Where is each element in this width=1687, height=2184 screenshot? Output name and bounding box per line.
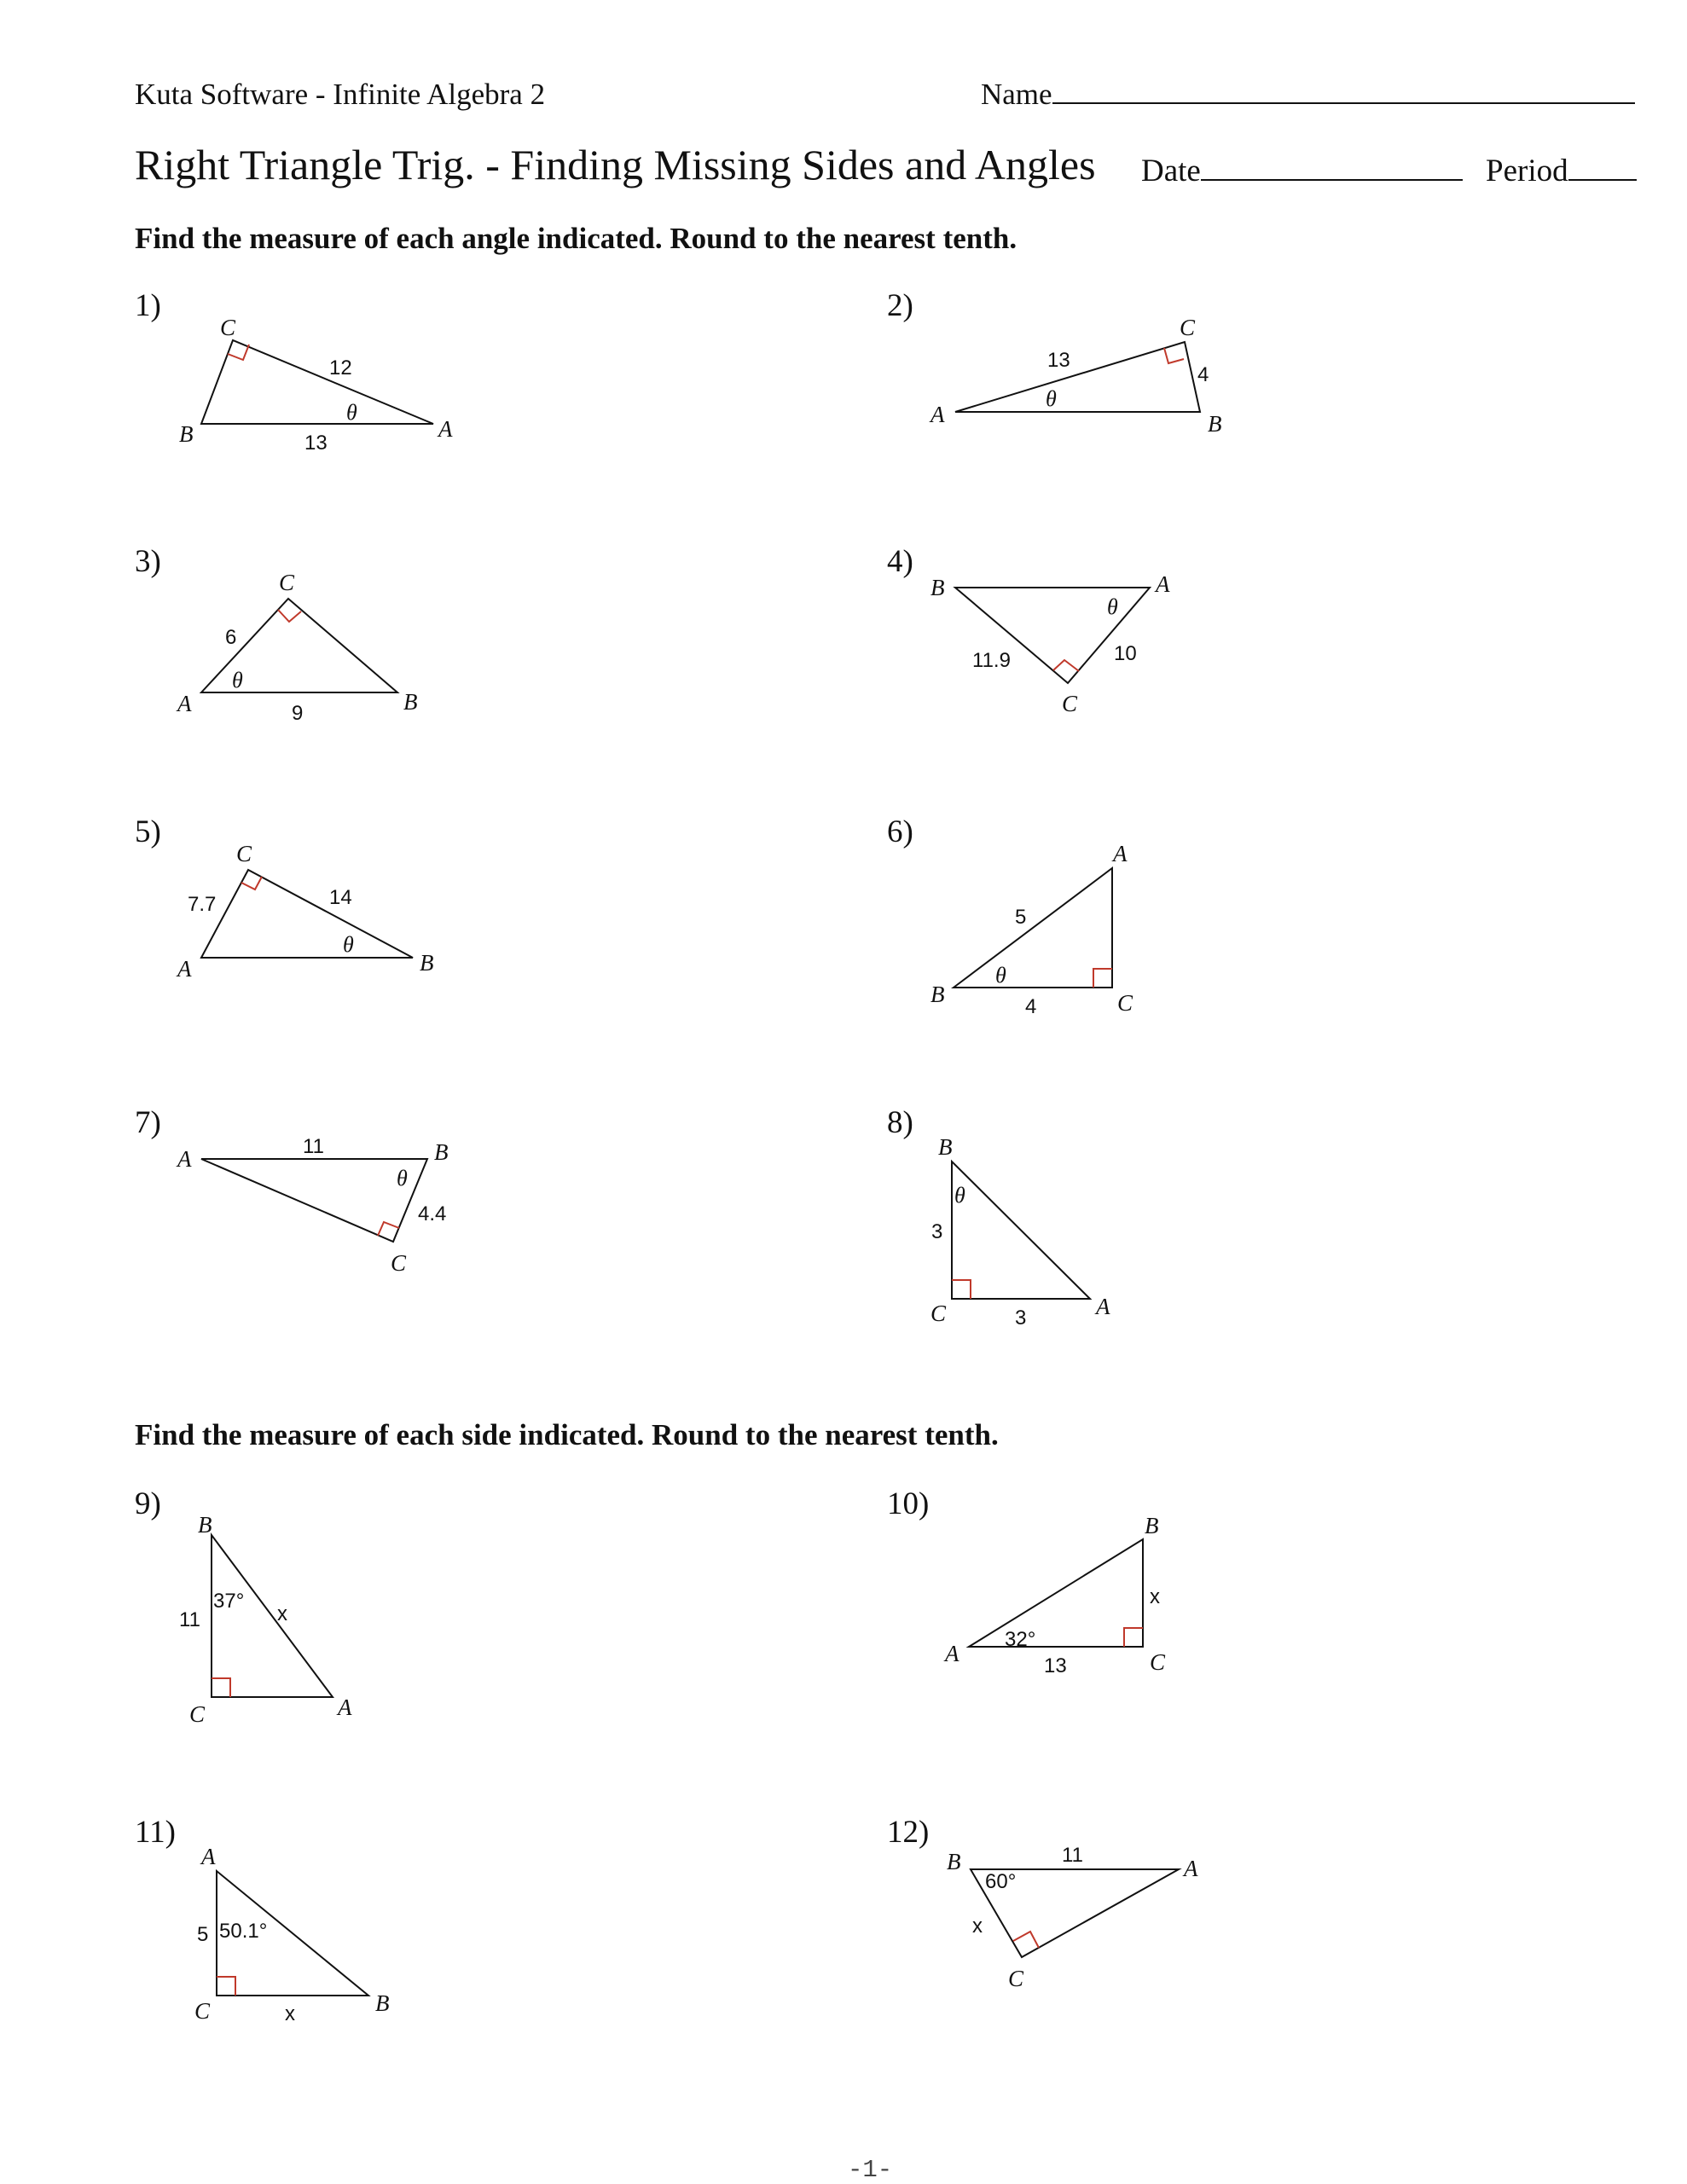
- side-label: 14: [329, 886, 352, 909]
- vertex-label: A: [1184, 1856, 1198, 1881]
- right-angle-marker: [1164, 348, 1184, 363]
- vertex-label: B: [930, 982, 945, 1007]
- right-angle-marker: [212, 1678, 230, 1697]
- side-label: x: [285, 2002, 295, 2025]
- theta-label: θ: [995, 963, 1006, 988]
- theta-label: θ: [1046, 386, 1057, 411]
- problem-number: 11): [135, 1815, 176, 1850]
- right-angle-marker: [278, 610, 301, 622]
- problem-1-figure: [179, 315, 453, 455]
- side-label: 7.7: [188, 893, 217, 916]
- problem-number: 10): [887, 1486, 930, 1521]
- problem-number: 1): [135, 288, 161, 323]
- problem-3-figure: [176, 570, 418, 725]
- problem-number: 8): [887, 1105, 913, 1140]
- problem-number: 12): [887, 1815, 930, 1850]
- theta-label: θ: [1107, 594, 1118, 619]
- theta-label: θ: [954, 1183, 965, 1208]
- problem-4-figure: [930, 571, 1170, 716]
- right-angle-marker: [1013, 1932, 1039, 1948]
- right-angle-marker: [1124, 1628, 1143, 1647]
- vertex-label: C: [930, 1301, 947, 1326]
- problem-10-figure: [943, 1513, 1166, 1677]
- side-label: 4: [1197, 363, 1209, 386]
- side-label: 11: [303, 1135, 324, 1158]
- problem-number: 9): [135, 1486, 161, 1521]
- vertex-label: B: [375, 1990, 390, 2016]
- problem-number: 3): [135, 544, 161, 579]
- vertex-label: B: [1208, 411, 1222, 437]
- problem-7-figure: [176, 1135, 449, 1276]
- problem-number: 5): [135, 814, 161, 849]
- side-label: 13: [1044, 1654, 1067, 1677]
- side-label: 13: [304, 432, 328, 455]
- vertex-label: C: [1180, 315, 1196, 340]
- angle-label: 32°: [1005, 1628, 1036, 1651]
- side-label: 5: [197, 1923, 209, 1946]
- angle-label: 60°: [985, 1870, 1017, 1893]
- problem-6-figure: [930, 841, 1133, 1018]
- side-label: 4: [1025, 995, 1037, 1018]
- vertex-label: B: [403, 689, 418, 715]
- period-label: Period: [1486, 154, 1568, 188]
- vertex-label: B: [1145, 1513, 1159, 1538]
- section-instruction-sides: Find the measure of each side indicated. Round to the nearest tenth.: [135, 1418, 999, 1451]
- side-label: x: [1150, 1585, 1160, 1608]
- problem-12-figure: [947, 1844, 1198, 1991]
- vertex-label: A: [338, 1694, 352, 1720]
- theta-label: θ: [232, 668, 243, 692]
- vertex-label: B: [930, 575, 945, 600]
- vertex-label: C: [189, 1701, 206, 1727]
- vertex-label: C: [194, 1998, 211, 2024]
- right-angle-marker: [952, 1280, 971, 1299]
- vertex-label: A: [1156, 571, 1170, 597]
- theta-label: θ: [346, 400, 357, 425]
- vertex-label: B: [198, 1512, 212, 1538]
- triangle: [955, 342, 1200, 412]
- vertex-label: A: [438, 416, 453, 442]
- vertex-label: B: [938, 1134, 953, 1160]
- side-label: x: [972, 1915, 983, 1938]
- triangle: [954, 868, 1112, 988]
- vertex-label: C: [236, 841, 252, 866]
- page-number: -1-: [848, 2156, 893, 2184]
- theta-label: θ: [343, 932, 354, 957]
- publisher-line: Kuta Software - Infinite Algebra 2: [135, 78, 546, 111]
- section-instruction-angles: Find the measure of each angle indicated. Round to the nearest tenth.: [135, 222, 1017, 255]
- side-label: 9: [292, 702, 304, 725]
- triangle: [952, 1162, 1090, 1299]
- problem-8-figure: [930, 1134, 1110, 1330]
- vertex-label: A: [1113, 841, 1128, 866]
- vertex-label: B: [179, 421, 194, 447]
- side-label: 13: [1047, 349, 1070, 372]
- vertex-label: A: [177, 691, 192, 716]
- side-label: 4.4: [418, 1202, 447, 1225]
- triangle: [201, 340, 433, 424]
- side-label: 3: [931, 1220, 943, 1243]
- vertex-label: C: [391, 1250, 407, 1276]
- vertex-label: A: [945, 1641, 959, 1666]
- vertex-label: B: [434, 1139, 449, 1165]
- vertex-label: C: [1008, 1966, 1024, 1991]
- vertex-label: C: [279, 570, 295, 595]
- vertex-label: C: [1062, 691, 1078, 716]
- angle-label: 37°: [213, 1590, 245, 1613]
- side-label: 12: [329, 356, 352, 379]
- theta-label: θ: [397, 1166, 408, 1190]
- problem-11-figure: [194, 1844, 390, 2025]
- vertex-label: A: [1096, 1294, 1110, 1319]
- problem-9-figure: [179, 1512, 352, 1727]
- right-angle-marker: [1093, 969, 1112, 988]
- side-label: 5: [1015, 906, 1027, 929]
- problem-number: 4): [887, 544, 913, 579]
- right-angle-marker: [1053, 660, 1079, 671]
- vertex-label: A: [930, 402, 945, 427]
- triangle: [212, 1535, 333, 1697]
- vertex-label: A: [177, 956, 192, 982]
- vertex-label: A: [201, 1844, 216, 1869]
- vertex-label: A: [177, 1146, 192, 1172]
- triangle: [969, 1539, 1143, 1647]
- triangle: [201, 870, 413, 958]
- side-label: 11: [1062, 1844, 1083, 1867]
- side-label: 10: [1114, 642, 1137, 665]
- date-label: Date: [1141, 154, 1201, 188]
- vertex-label: C: [1117, 990, 1133, 1016]
- angle-label: 50.1°: [219, 1920, 268, 1943]
- side-label: 6: [225, 626, 237, 649]
- vertex-label: C: [220, 315, 236, 340]
- right-angle-marker: [217, 1977, 235, 1996]
- name-label: Name: [981, 78, 1052, 111]
- side-label: 11: [179, 1608, 200, 1631]
- vertex-label: B: [420, 950, 434, 976]
- problem-number: 2): [887, 288, 913, 323]
- side-label: 3: [1015, 1306, 1027, 1330]
- problem-2-figure: [929, 315, 1222, 437]
- side-label: x: [277, 1602, 287, 1625]
- problem-number: 6): [887, 814, 913, 849]
- vertex-label: B: [947, 1849, 961, 1874]
- vertex-label: C: [1150, 1649, 1166, 1675]
- problem-number: 7): [135, 1105, 161, 1140]
- triangle: [201, 1159, 427, 1242]
- problem-5-figure: [176, 841, 434, 982]
- side-label: 11.9: [972, 649, 1011, 672]
- worksheet-title: Right Triangle Trig. - Finding Missing Sides and Angles: [135, 141, 1096, 188]
